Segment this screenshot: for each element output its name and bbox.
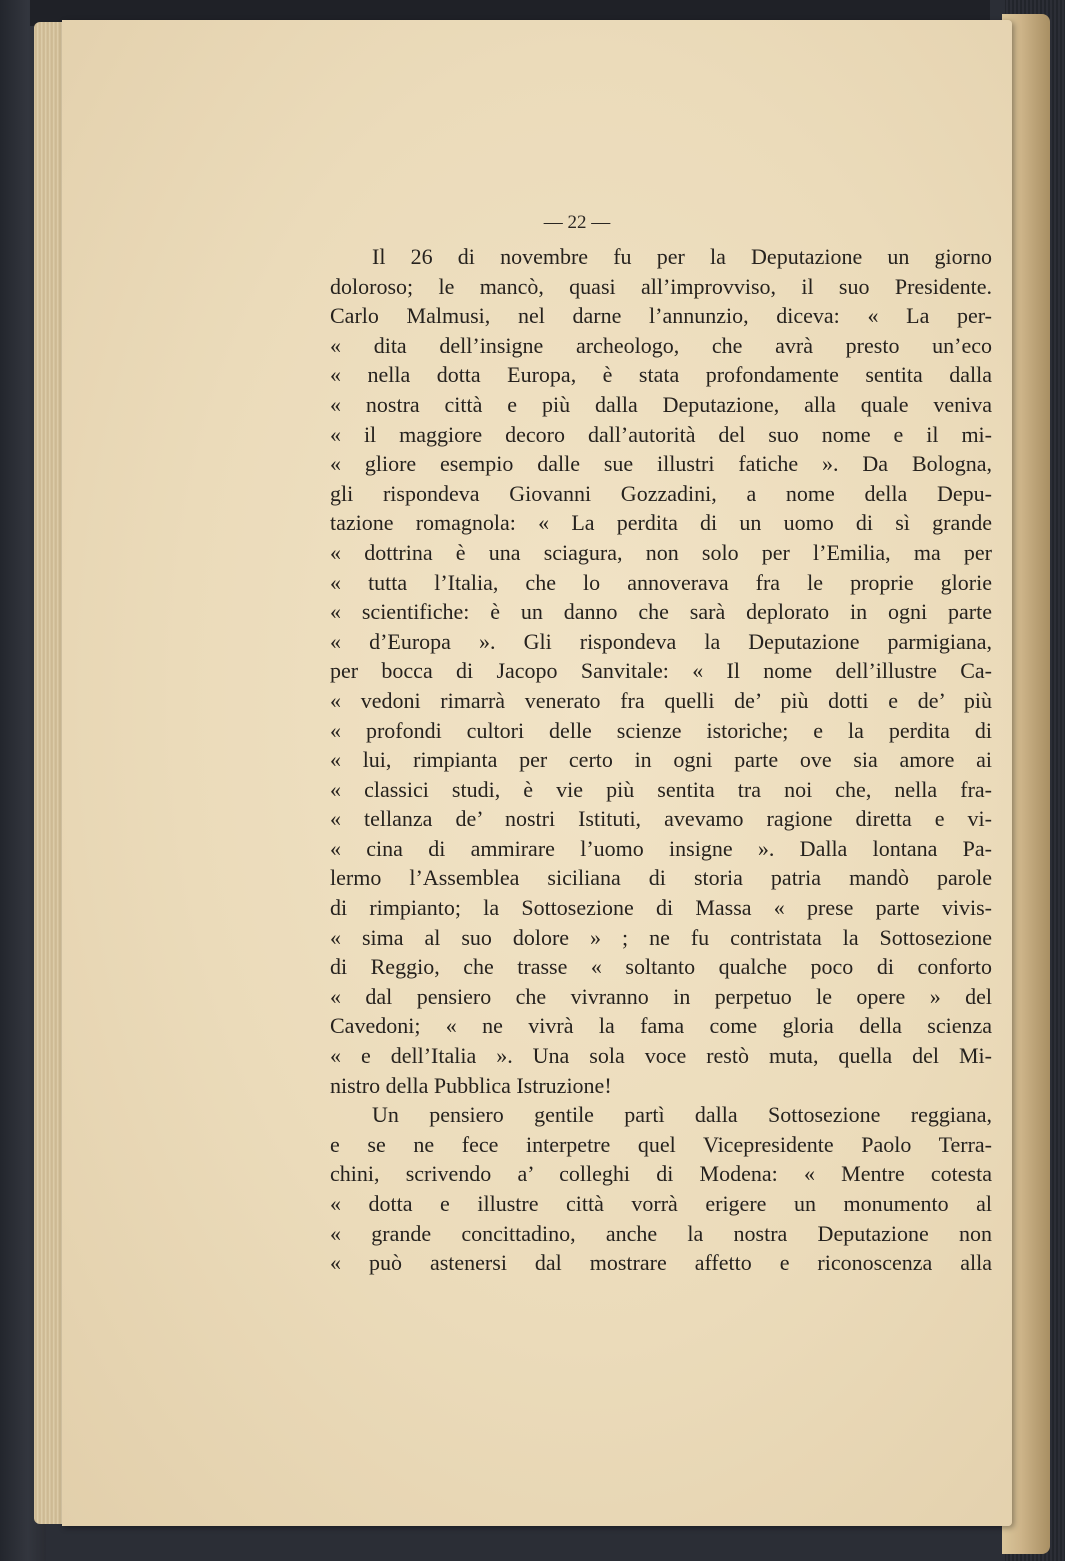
- text-line: chini, scrivendo a’ colleghi di Modena: « Mentre cotesta: [330, 1161, 992, 1187]
- book-page: [62, 20, 1012, 1526]
- page-number: — 22 —: [543, 212, 611, 233]
- text-line: Cavedoni; « ne vivrà la fama come gloria della scienza: [330, 1013, 992, 1039]
- text-line: di rimpianto; la Sottosezione di Massa « prese parte vivis-: [330, 895, 992, 921]
- text-line: « e dell’Italia ». Una sola voce restò muta, quella del Mi-: [330, 1043, 992, 1069]
- text-line: « nostra città e più dalla Deputazione, alla quale veniva: [330, 391, 992, 417]
- text-line: « vedoni rimarrà venerato fra quelli de’ più dotti e de’ più: [330, 687, 992, 713]
- text-line: per bocca di Jacopo Sanvitale: « Il nome dell’illustre Ca-: [330, 658, 992, 684]
- text-line: « il maggiore decoro dall’autorità del suo nome e il mi-: [330, 421, 992, 447]
- text-line: Il 26 di novembre fu per la Deputazione un giorno: [372, 244, 992, 269]
- text-line: « grande concittadino, anche la nostra Deputazione non: [330, 1220, 992, 1246]
- text-line: tazione romagnola: « La perdita di un uomo di sì grande: [330, 510, 992, 536]
- text-line: nistro della Pubblica Istruzione!: [330, 1072, 612, 1098]
- text-line: e se ne fece interpetre quel Vicepresidente Paolo Terra-: [330, 1131, 992, 1157]
- text-line: « tutta l’Italia, che lo annoverava fra le proprie glorie: [330, 569, 992, 595]
- text-line: doloroso; le mancò, quasi all’improvviso, il suo Presidente.: [330, 273, 992, 299]
- text-line: Carlo Malmusi, nel darne l’annunzio, diceva: « La per-: [330, 303, 992, 329]
- text-line: « tellanza de’ nostri Istituti, avevamo ragione diretta e vi-: [330, 806, 992, 832]
- text-line: « può astenersi dal mostrare affetto e riconoscenza alla: [330, 1250, 992, 1276]
- text-line: « dottrina è una sciagura, non solo per l’Emilia, ma per: [330, 539, 992, 565]
- text-line: di Reggio, che trasse « soltanto qualche poco di conforto: [330, 954, 992, 980]
- text-line: « cina di ammirare l’uomo insigne ». Dalla lontana Pa-: [330, 835, 992, 861]
- text-line: « dotta e illustre città vorrà erigere un monumento al: [330, 1191, 992, 1216]
- text-line: « gliore esempio dalle sue illustri fatiche ». Da Bologna,: [330, 451, 992, 477]
- text-line: « profondi cultori delle scienze istoriche; e la perdita di: [330, 717, 992, 743]
- text-line: « lui, rimpianta per certo in ogni parte ove sia amore ai: [330, 747, 992, 773]
- text-line: « dita dell’insigne archeologo, che avrà presto un’eco: [330, 332, 992, 358]
- text-line: « dal pensiero che vivranno in perpetuo le opere » del: [330, 983, 992, 1009]
- text-line: « classici studi, è vie più sentita tra noi che, nella fra-: [330, 776, 992, 802]
- text-line: Un pensiero gentile partì dalla Sottosezione reggiana,: [372, 1102, 992, 1128]
- text-line: « scientifiche: è un danno che sarà deplorato in ogni parte: [330, 599, 992, 625]
- text-block: [330, 242, 992, 1278]
- text-line: « nella dotta Europa, è stata profondamente sentita dalla: [330, 362, 992, 388]
- text-line: « sima al suo dolore » ; ne fu contristata la Sottosezione: [330, 924, 992, 950]
- text-line: « d’Europa ». Gli rispondeva la Deputazione parmigiana,: [330, 628, 992, 654]
- text-line: gli rispondeva Giovanni Gozzadini, a nome della Depu-: [330, 480, 992, 506]
- text-line: lermo l’Assemblea siciliana di storia patria mandò parole: [330, 865, 992, 891]
